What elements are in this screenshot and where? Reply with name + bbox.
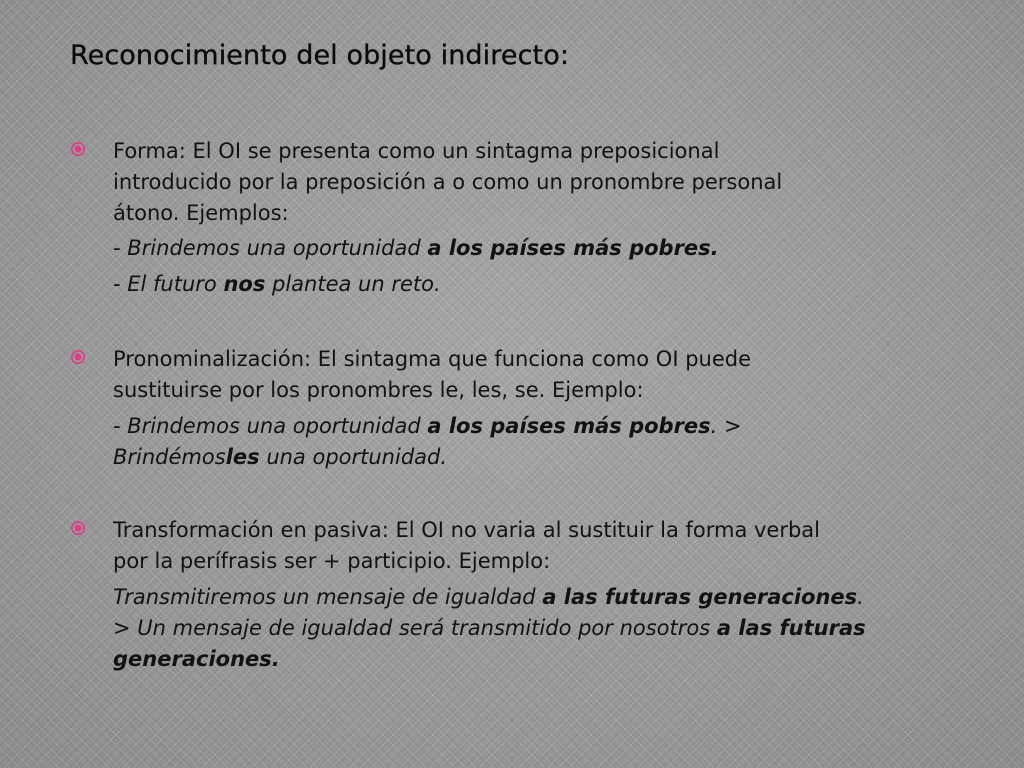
bullet-text-line: por la perífrasis ser + participio. Ejemplo: [113,549,551,573]
example-prefix: - [113,414,128,438]
bullet-text-line: Pronominalización: El sintagma que funciona como OI puede [113,347,751,371]
example-line [113,233,963,264]
example-bold: a los países más pobres. [427,236,719,260]
pink-circle-bullet-icon [70,349,86,365]
example-prefix: - [113,236,128,260]
example-bold: a las futuras generaciones [542,585,858,609]
example-bold: a las futuras [716,616,866,640]
example-plain: Brindémos [113,445,226,469]
example-plain: > Un mensaje de igualdad será transmitido por nosotros [113,616,717,640]
example-bold: generaciones. [113,647,280,671]
bullet-text [113,515,963,577]
example-prefix: - [113,272,128,296]
example-block [113,582,963,675]
bullet-text-line: Transformación en pasiva: El OI no varia al sustituir la forma verbal [113,518,821,542]
pink-circle-bullet-icon [70,141,86,157]
bullet-text [113,344,963,406]
slide-title: Reconocimiento del objeto indirecto: [70,40,570,71]
example-line [113,269,963,300]
example-plain: Brindemos una oportunidad [127,236,428,260]
example-rest: plantea un reto. [265,272,441,296]
example-plain: Brindemos una oportunidad [127,414,428,438]
example-line [113,442,963,473]
bullet-text-line: Forma: El OI se presenta como un sintagma preposicional [113,139,720,163]
example-rest: . [710,414,718,438]
example-bold: a los países más pobres [427,414,711,438]
example-line [113,411,963,442]
example-line [113,582,963,613]
bullet-text-line: átono. Ejemplos: [113,201,289,225]
pink-circle-bullet-icon [70,520,86,536]
example-line [113,644,963,675]
bullet-text-line: sustituirse por los pronombres le, les, se. Ejemplo: [113,378,644,402]
example-rest: . [857,585,864,609]
example-block [113,411,963,473]
example-bold: nos [223,272,266,296]
example-arrow: > [717,414,742,438]
example-plain: El futuro [127,272,224,296]
example-plain: Transmitiremos un mensaje de igualdad [113,585,543,609]
example-line [113,613,963,644]
example-rest: una oportunidad. [259,445,448,469]
example-bold: les [225,445,260,469]
bullet-text [113,136,963,229]
bullet-text-line: introducido por la preposición a o como un pronombre personal [113,170,783,194]
